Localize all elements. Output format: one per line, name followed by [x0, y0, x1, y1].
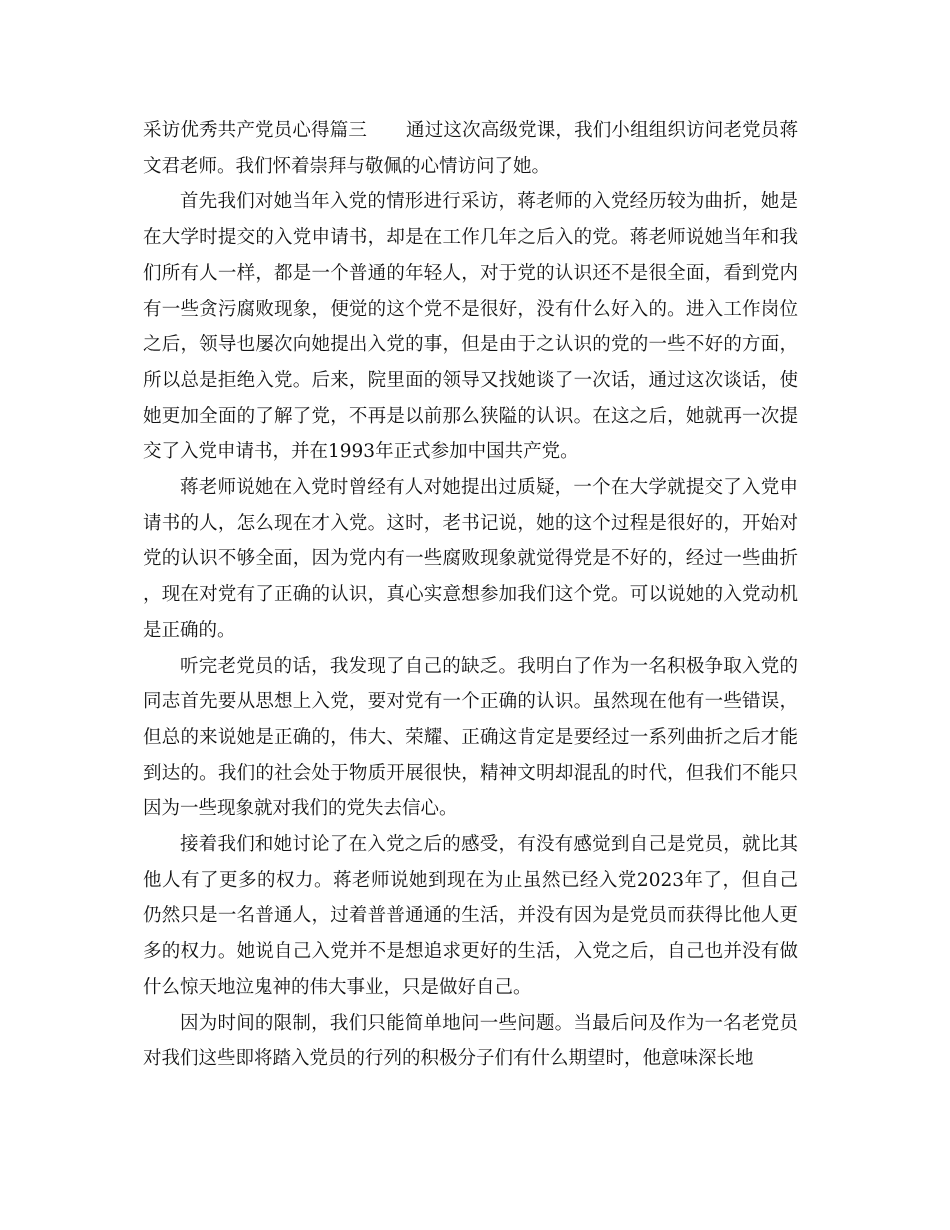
intro-text: 通过这次高级党课，我们小组组织访问老党员蒋文君老师。我们怀着崇拜与敬佩的心情访问了她。 [143, 120, 798, 177]
paragraph-3: 听完老党员的话，我发现了自己的缺乏。我明白了作为一名积极争取入党的同志首先要从思想上入党，要对党有一个正确的认识。虽然现在他有一些错误，但总的来说她是正确的，伟大、荣耀、正确这肯定是要经过一系列曲折之后才能到达的。我们的社会处于物质开展很快，精神文明却混乱的时代，但我们不能只因为一些现象就对我们的党失去信心。 [143, 655, 798, 820]
paragraph-4: 接着我们和她讨论了在入党之后的感受，有没有感觉到自己是党员，就比其他人有了更多的权力。蒋老师说她到现在为止虽然已经入党2023年了，但自己仍然只是一名普通人，过着普普通通的生活，并没有因为是党员而获得比他人更多的权力。她说自己入党并不是想追求更好的生活，入党之后，自己也并没有做什么惊天地泣鬼神的伟大事业，只是做好自己。 [143, 834, 798, 998]
title-paragraph [143, 113, 798, 184]
paragraph-2: 蒋老师说她在入党时曾经有人对她提出过质疑，一个在大学就提交了入党申请书的人，怎么现在才入党。这时，老书记说，她的这个过程是很好的，开始对党的认识不够全面，因为党内有一些腐败现象就觉得党是不好的，经过一些曲折，现在对党有了正确的认识，真心实意想参加我们这个党。可以说她的入党动机是正确的。 [143, 477, 798, 641]
document-title: 采访优秀共产党员心得篇三 [143, 120, 368, 141]
paragraph-5: 因为时间的限制，我们只能简单地问一些问题。当最后问及作为一名老党员对我们这些即将踏入党员的行列的积极分子们有什么期望时，他意味深长地 [143, 1012, 798, 1070]
paragraph-1: 首先我们对她当年入党的情形进行采访，蒋老师的入党经历较为曲折，她是在大学时提交的入党申请书，却是在工作几年之后入的党。蒋老师说她当年和我们所有人一样，都是一个普通的年轻人，对于党的认识还不是很全面，看到党内有一些贪污腐败现象，便觉的这个党不是很好，没有什么好入的。进入工作岗位之后，领导也屡次向她提出入党的事，但是由于之认识的党的一些不好的方面，所以总是拒绝入党。后来，院里面的领导又找她谈了一次话，通过这次谈话，使她更加全面的了解了党，不再是以前那么狭隘的认识。在这之后，她就再一次提交了入党申请书，并在1993年正式参加中国共产党。 [143, 191, 798, 463]
document-body [143, 113, 798, 1077]
